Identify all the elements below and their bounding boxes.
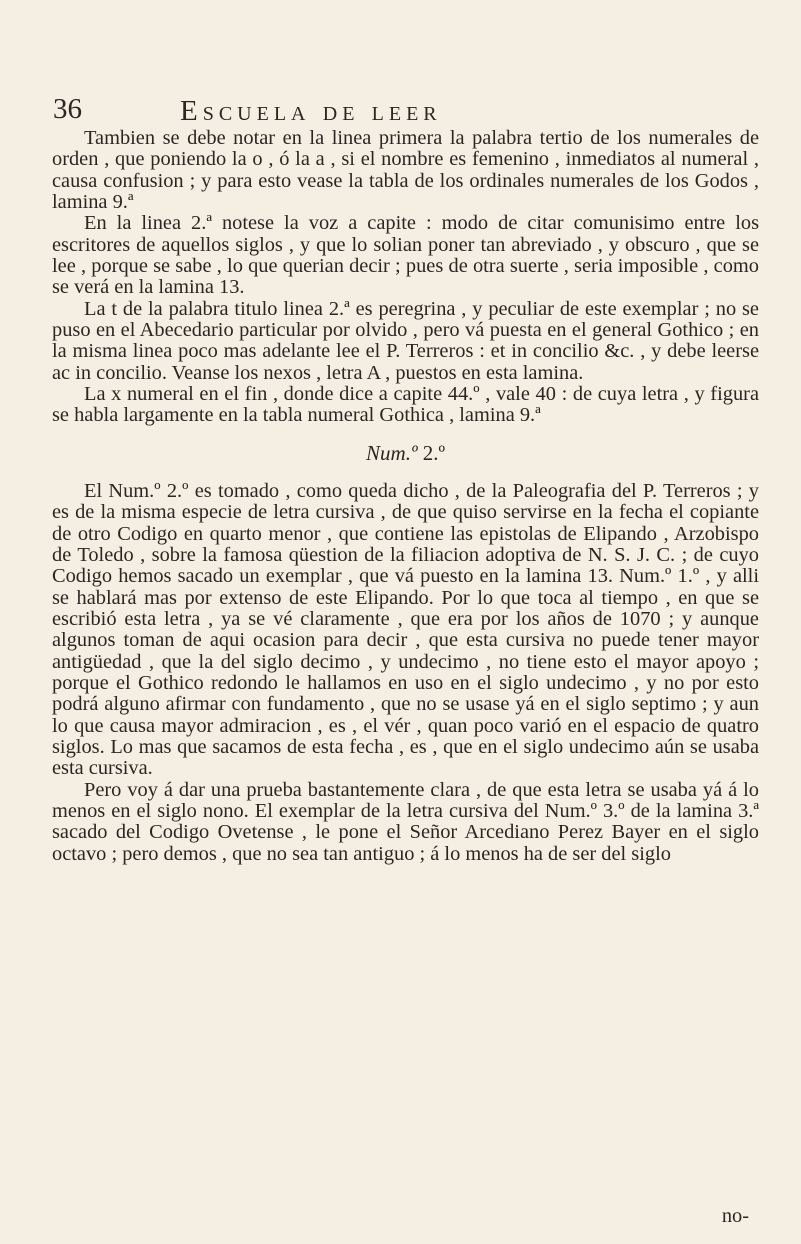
section-heading-abbr: Num.º xyxy=(366,440,418,465)
paragraph-x-numeral: La x numeral en el fin , donde dice a capite 44.º , vale 40 : de cuya letra , y figura se habla largamente en la tabla numeral Gothica , lamina 9.ª xyxy=(52,383,759,427)
page-header xyxy=(50,90,741,130)
paragraph-num-2: El Num.º 2.º es tomado , como queda dicho , de la Paleografia del P. Terreros ; y es de la misma especie de letra cursiva , de que quiso servirse en la fecha el copiante de otro Codigo en quarto menor , que contiene las epistolas de Elipando , Arzobispo de Toledo , sobre la famosa qüestion de la filiacion adoptiva de N. S. J. C. ; de cuyo Codigo hemos sacado un exemplar , que vá puesto en la lamina 13. Num.º 1.º , y alli se hablará mas por extenso de este Elipando. Por lo que toca al tiempo , en que se escribió esta letra , ya se vé claramente , que era por los años de 1070 ; y aunque algunos toman de aqui ocasion para decir , que esta cursiva no puede tener mayor antigüedad , que la del siglo decimo , y undecimo , no tiene esto el mayor apoyo ; porque el Gothico redondo le hallamos en uso en el siglo undecimo , y no por esto podrá alguno afirmar con fundamento , que no se usase yá en el siglo septimo ; y aun lo que causa mayor admiracion , es , el vér , quan poco varió en el espacio de quatro siglos. Lo mas que sacamos de esta fecha , es , que en el siglo undecimo aún se usaba esta cursiva. xyxy=(52,479,759,780)
running-title: Escuela de leer xyxy=(180,95,442,127)
section-heading-number: 2.º xyxy=(422,440,445,465)
catchword: no- xyxy=(721,1205,749,1227)
paragraph-a-capite: En la linea 2.ª notese la voz a capite : modo de citar comunisimo entre los escritores de aquellos siglos , y que lo solian poner tan abreviado , y obscuro , que se lee , porque se sabe , lo que querian decir ; pues de otra suerte , seria imposible , como se verá en la lamina 13. xyxy=(52,212,759,299)
paragraph-tertio: Tambien se debe notar en la linea primera la palabra tertio de los numerales de orden , que poniendo la o , ó la a , si el nombre es femenino , inmediatos al numeral , causa confusion ; y para esto vease la tabla de los ordinales numerales de los Godos , lamina 9.ª xyxy=(52,127,759,214)
paragraph-letra-t: La t de la palabra titulo linea 2.ª es peregrina , y peculiar de este exemplar ; no se puso en el Abecedario particular por olvido , pero vá puesta en el general Gothico ; en la misma linea poco mas adelante lee el P. Terreros : et in concilio &c. , y debe leerse ac in concilio. Veanse los nexos , letra A , puestos en esta lamina. xyxy=(52,297,759,384)
page-number: 36 xyxy=(53,93,82,125)
paragraph-prueba: Pero voy á dar una prueba bastantemente clara , de que esta letra se usaba yá á lo menos en el siglo nono. El exemplar de la letra cursiva del Num.º 3.º de la lamina 3.ª sacado del Codigo Ovetense , le pone el Señor Arcediano Perez Bayer en el siglo octavo ; pero demos , que no sea tan antiguo ; á lo menos ha de ser del siglo xyxy=(52,778,759,865)
section-heading xyxy=(52,439,759,467)
body-text xyxy=(52,128,759,865)
